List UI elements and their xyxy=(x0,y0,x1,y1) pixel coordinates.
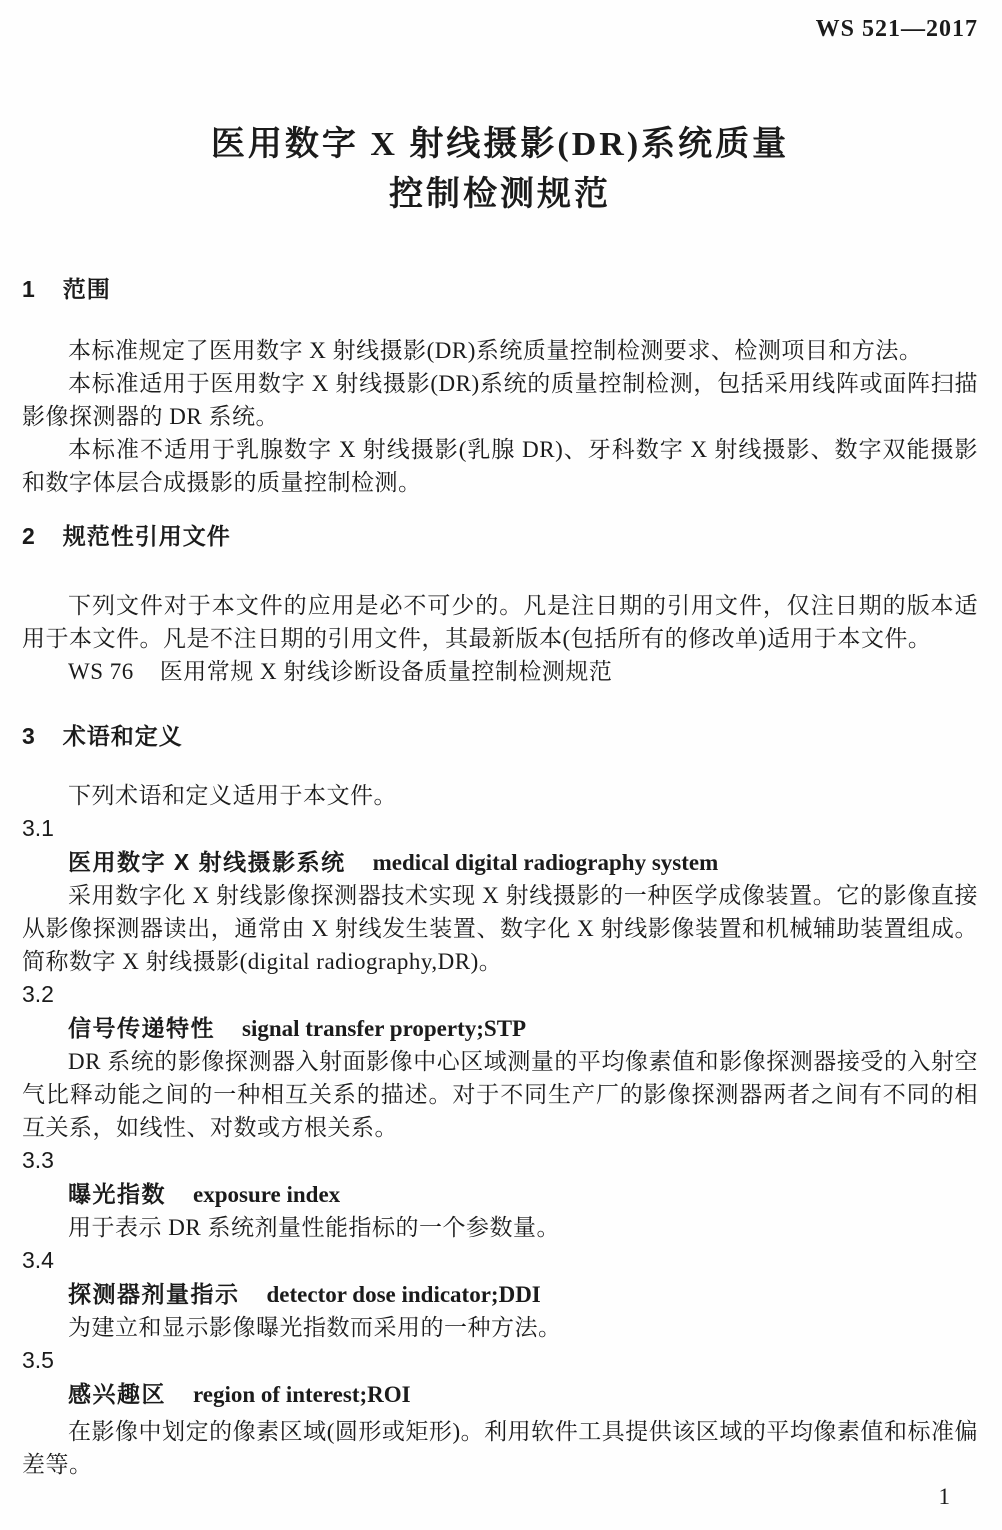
section-1-paragraph-1: 本标准规定了医用数字 X 射线摄影(DR)系统质量控制检测要求、检测项目和方法。 xyxy=(68,338,923,363)
section-1-paragraph-2: 本标准适用于医用数字 X 射线摄影(DR)系统的质量控制检测，包括采用线阵或面阵扫描影像探测器的 DR 系统。 xyxy=(22,371,978,429)
term-zh-3-4: 探测器剂量指示 xyxy=(68,1281,240,1307)
section-1-paragraph-3: 本标准不适用于乳腺数字 X 射线摄影(乳腺 DR)、牙科数字 X 射线摄影、数字双能摄影和数字体层合成摄影的质量控制检测。 xyxy=(22,437,978,495)
doc-title-line1: 医用数字 X 射线摄影(DR)系统质量 xyxy=(210,126,790,163)
term-en-3-3: exposure index xyxy=(193,1182,341,1207)
term-definition-3-1: 采用数字化 X 射线影像探测器技术实现 X 射线摄影的一种医学成像装置。它的影像直接从影像探测器读出，通常由 X 射线发生装置、数字化 X 射线影像装置和机械辅助装置组成。简称数字 X 射线摄影(digital radiography,DR)。 xyxy=(22,883,978,974)
term-zh-3-3: 曝光指数 xyxy=(68,1181,166,1207)
section-2-number: 2 xyxy=(22,523,36,549)
clause-number-3-3: 3.3 xyxy=(22,1147,54,1173)
term-zh-3-5: 感兴趣区 xyxy=(68,1381,166,1407)
section-2-heading xyxy=(22,521,978,551)
term-definition-3-2: DR 系统的影像探测器入射面影像中心区域测量的平均像素值和影像探测器接受的入射空气比释动能之间的一种相互关系的描述。对于不同生产厂的影像探测器两者之间有不同的相互关系，如线性、对数或方根关系。 xyxy=(22,1049,978,1140)
term-heading-3-3 xyxy=(22,1178,978,1211)
term-zh-3-1: 医用数字 X 射线摄影系统 xyxy=(68,849,346,875)
reference-entry xyxy=(22,655,978,688)
term-zh-3-2: 信号传递特性 xyxy=(68,1015,215,1041)
section-2-title: 规范性引用文件 xyxy=(62,523,231,549)
term-definition-3-4: 为建立和显示影像曝光指数而采用的一种方法。 xyxy=(68,1315,562,1340)
doc-title-line2: 控制检测规范 xyxy=(389,176,611,213)
reference-title: 医用常规 X 射线诊断设备质量控制检测规范 xyxy=(159,659,613,684)
term-en-3-5: region of interest;ROI xyxy=(193,1382,411,1407)
term-definition-3-5: 在影像中划定的像素区域(圆形或矩形)。利用软件工具提供该区域的平均像素值和标准偏差等。 xyxy=(22,1419,978,1477)
term-en-3-1: medical digital radiography system xyxy=(372,850,719,875)
term-en-3-4: detector dose indicator;DDI xyxy=(266,1282,541,1307)
page-number: 1 xyxy=(938,1484,950,1509)
term-en-3-2: signal transfer property;STP xyxy=(242,1016,527,1041)
section-3-heading xyxy=(22,721,978,751)
term-definition-3-3: 用于表示 DR 系统剂量性能指标的一个参数量。 xyxy=(68,1215,560,1240)
section-3-title: 术语和定义 xyxy=(62,723,183,749)
doc-code: WS 521—2017 xyxy=(815,16,978,42)
section-2-paragraph-1: 下列文件对于本文件的应用是必不可少的。凡是注日期的引用文件，仅注日期的版本适用于本文件。凡是不注日期的引用文件，其最新版本(包括所有的修改单)适用于本文件。 xyxy=(22,593,978,651)
term-heading-3-2 xyxy=(22,1012,978,1045)
reference-code: WS 76 xyxy=(68,659,134,684)
section-1-title: 范围 xyxy=(62,276,111,302)
term-heading-3-1 xyxy=(22,846,978,879)
term-heading-3-4 xyxy=(22,1278,978,1311)
section-3-number: 3 xyxy=(22,723,36,749)
term-heading-3-5 xyxy=(22,1378,978,1411)
clause-number-3-5: 3.5 xyxy=(22,1347,54,1373)
section-1-number: 1 xyxy=(22,276,36,302)
section-3-intro: 下列术语和定义适用于本文件。 xyxy=(68,783,397,808)
clause-number-3-4: 3.4 xyxy=(22,1247,54,1273)
section-1-heading xyxy=(22,274,978,304)
clause-number-3-2: 3.2 xyxy=(22,981,54,1007)
clause-number-3-1: 3.1 xyxy=(22,815,54,841)
doc-title xyxy=(22,120,978,220)
